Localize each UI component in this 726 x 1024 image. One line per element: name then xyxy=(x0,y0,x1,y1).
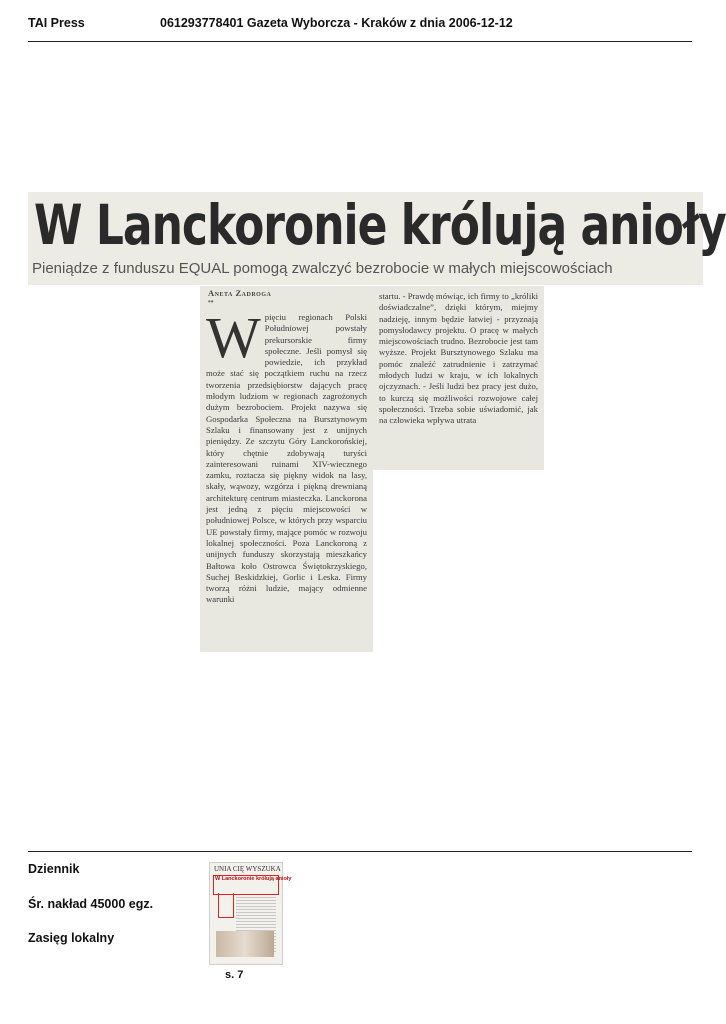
byline-mark: •• xyxy=(208,297,214,306)
source-publication-line: 061293778401 Gazeta Wyborcza - Kraków z dnia 2006-12-12 xyxy=(160,16,513,30)
publication-type: Dziennik xyxy=(28,862,80,876)
article-column-left xyxy=(200,286,373,652)
article-headline: W Lanckoronie królują anioły xyxy=(34,194,726,258)
page-number: s. 7 xyxy=(225,969,244,981)
article-subheadline: Pieniądze z funduszu EQUAL pomogą zwalczyć bezrobocie w małych miejscowościach xyxy=(32,260,613,277)
thumbnail-masthead: UNIA CIĘ WYSZUKA xyxy=(214,865,281,873)
reach-info: Zasięg lokalny xyxy=(28,931,115,945)
article-byline: Aneta Zadroga xyxy=(208,288,272,298)
thumbnail-headline: W Lanckoronie królują anioły xyxy=(215,876,292,882)
thumbnail-highlight-column xyxy=(218,893,234,918)
article-body-right: startu. - Prawdę mówiąc, ich firmy to „króliki doświadczalne”, dzięki którym, miejmy nadzieję, innym będzie łatwiej - przyznają pomysłodawcy projektu. O pracę w małych miejscowościach trudno. Bezrobocie jest tam wyższe. Projekt Bursztynowego Szlaku ma pomóc znaleźć zatrudnienie i zatrzymać młodych ludzi w kraju, w ich lokalnych ojczyznach. - Jeśli ludzi bez pracy jest dużo, to kurczą się możliwości rozwojowe całej społeczności. Trzeba sobie uświadomić, jak na człowieka wpływa utrata xyxy=(379,291,538,426)
dropcap-letter: W xyxy=(206,305,261,370)
page-thumbnail[interactable] xyxy=(209,862,292,965)
article-column-right xyxy=(373,286,544,470)
footer-divider xyxy=(28,851,692,852)
article-body-left-text: pięciu regionach Polski Południowej powstały prekursorskie firmy społeczne. Jeśli pomysł się powiedzie, ich przykład może stać się początkiem ruchu na rzecz tworzenia przedsiębiorstw dających pracę młodym ludziom w regionach zagrożonych dużym bezrobociem. Projekt nazywa się Gospodarka Społeczna na Bursztynowym Szlaku i finansowany jest z unijnych pieniędzy. Ze szczytu Góry Lanckorońskiej, który chętnie zdobywają turyści zainteresowani ruinami XIV-wiecznego zamku, roztacza się piękny widok na lasy, skały, wąwozy, wzgórza i piękną drewnianą architekturę centrum miasteczka. Lanckorona jest jedną z pięciu miejscowości w południowej Polsce, w których przy wsparciu UE powstały firmy, mające pomóc w rozwoju lokalnej społeczności. Poza Lanckoroną z unijnych funduszy skorzystają mieszkańcy Bałtowa koło Ostrowca Świętokrzyskiego, Suchej Beskidzkiej, Gorlic i Leska. Firmy tworzą różni ludzie, mający odmienne warunki xyxy=(206,312,367,605)
article-body-left xyxy=(200,306,373,606)
press-agency-name: TAI Press xyxy=(28,16,85,30)
article-headline-strip xyxy=(28,192,726,285)
circulation-info: Śr. nakład 45000 egz. xyxy=(28,897,154,911)
thumbnail-photo xyxy=(216,931,274,957)
header-divider xyxy=(28,41,692,42)
